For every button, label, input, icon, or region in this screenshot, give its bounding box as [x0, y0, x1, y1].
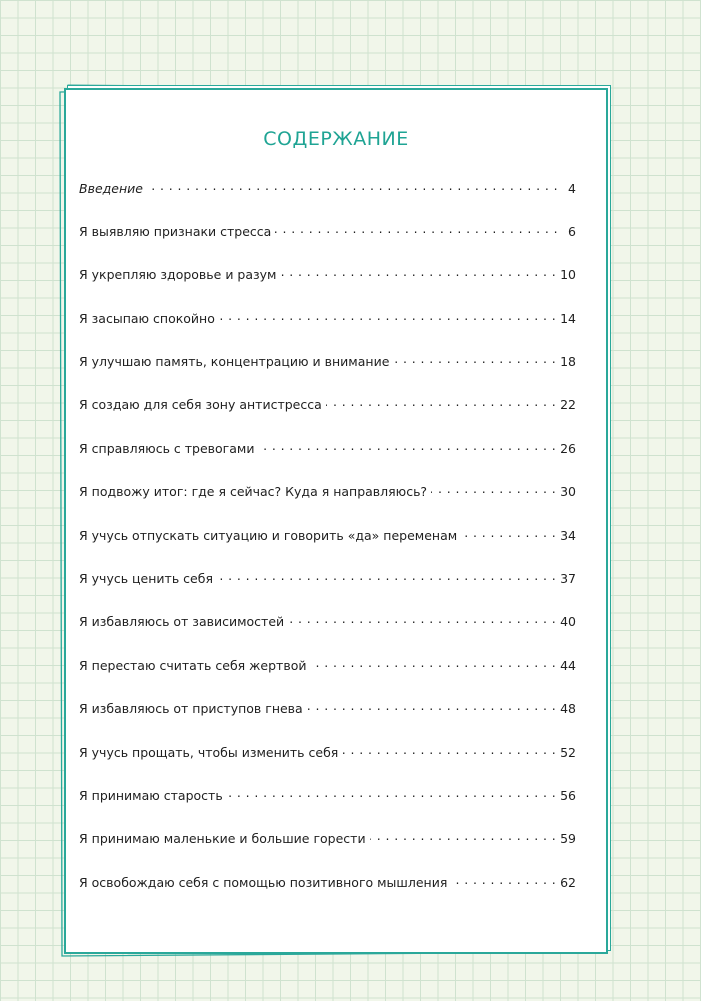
- toc-entry-page-number: 40: [560, 614, 576, 630]
- toc-list: [79, 180, 576, 918]
- toc-entry-title: Я выявляю признаки стресса: [79, 223, 272, 239]
- dot-leader: [217, 571, 556, 584]
- toc-entry-title: Я освобождаю себя с помощью позитивного мышления: [79, 874, 448, 890]
- toc-entry: [79, 354, 576, 397]
- dot-leader: [393, 354, 556, 367]
- dot-leader: [370, 831, 557, 844]
- dot-leader: [461, 527, 556, 540]
- toc-entry-title: Введение: [79, 180, 143, 196]
- toc-entry: [79, 180, 576, 223]
- toc-entry-page-number: 62: [560, 874, 576, 890]
- dot-leader: [310, 657, 556, 670]
- toc-entry-page-number: 34: [560, 527, 576, 543]
- toc-entry-title: Я избавляюсь от зависимостей: [79, 614, 285, 630]
- toc-entry-title: Я принимаю маленькие и большие горести: [79, 831, 366, 847]
- toc-entry-title: Я учусь отпускать ситуацию и говорить «да» переменам: [79, 527, 458, 543]
- toc-entry-page-number: 56: [560, 787, 576, 803]
- toc-entry-page-number: 18: [560, 354, 576, 370]
- toc-entry-title: Я принимаю старость: [79, 787, 223, 803]
- toc-entry-page-number: 22: [560, 397, 576, 413]
- toc-entry: [79, 657, 576, 700]
- toc-entry-page-number: 10: [560, 267, 576, 283]
- dot-leader: [307, 701, 556, 714]
- toc-entry: [79, 223, 576, 266]
- toc-entry-title: Я учусь прощать, чтобы изменить себя: [79, 744, 339, 760]
- toc-entry-page-number: 14: [560, 310, 576, 326]
- toc-entry-title: Я засыпаю спокойно: [79, 310, 215, 326]
- toc-entry-page-number: 4: [568, 180, 576, 196]
- dot-leader: [227, 787, 556, 800]
- toc-entry: [79, 831, 576, 874]
- toc-entry-title: Я избавляюсь от приступов гнева: [79, 701, 303, 717]
- toc-frame: [64, 88, 608, 954]
- dot-leader: [147, 180, 558, 193]
- toc-entry-page-number: 30: [560, 484, 576, 500]
- toc-entry-page-number: 52: [560, 744, 576, 760]
- toc-entry: [79, 787, 576, 830]
- toc-entry-title: Я учусь ценить себя: [79, 571, 213, 587]
- toc-entry: [79, 440, 576, 483]
- toc-entry-title: Я улучшаю память, концентрацию и внимание: [79, 354, 390, 370]
- toc-entry: [79, 310, 576, 353]
- toc-entry-title: Я создаю для себя зону антистресса: [79, 397, 322, 413]
- dot-leader: [451, 874, 556, 887]
- toc-entry-page-number: 48: [560, 701, 576, 717]
- dot-leader: [258, 440, 556, 453]
- toc-entry-title: Я перестаю считать себя жертвой: [79, 657, 307, 673]
- toc-entry: [79, 874, 576, 917]
- toc-entry: [79, 701, 576, 744]
- toc-entry: [79, 484, 576, 527]
- dot-leader: [288, 614, 556, 627]
- dot-leader: [326, 397, 556, 410]
- toc-entry: [79, 527, 576, 570]
- dot-leader: [431, 484, 556, 497]
- toc-entry: [79, 267, 576, 310]
- dot-leader: [275, 223, 558, 236]
- dot-leader: [281, 267, 557, 280]
- toc-entry-title: Я подвожу итог: где я сейчас? Куда я направляюсь?: [79, 484, 428, 500]
- toc-entry-page-number: 37: [560, 571, 576, 587]
- toc-entry: [79, 397, 576, 440]
- toc-entry-page-number: 44: [560, 657, 576, 673]
- toc-entry-page-number: 59: [560, 831, 576, 847]
- toc-entry: [79, 571, 576, 614]
- toc-entry: [79, 614, 576, 657]
- toc-entry-title: Я справляюсь с тревогами: [79, 440, 255, 456]
- toc-title: СОДЕРЖАНИЕ: [263, 128, 409, 150]
- dot-leader: [219, 310, 556, 323]
- dot-leader: [342, 744, 556, 757]
- toc-entry-page-number: 6: [568, 223, 576, 239]
- toc-entry-title: Я укрепляю здоровье и разум: [79, 267, 277, 283]
- toc-entry-page-number: 26: [560, 440, 576, 456]
- toc-entry: [79, 744, 576, 787]
